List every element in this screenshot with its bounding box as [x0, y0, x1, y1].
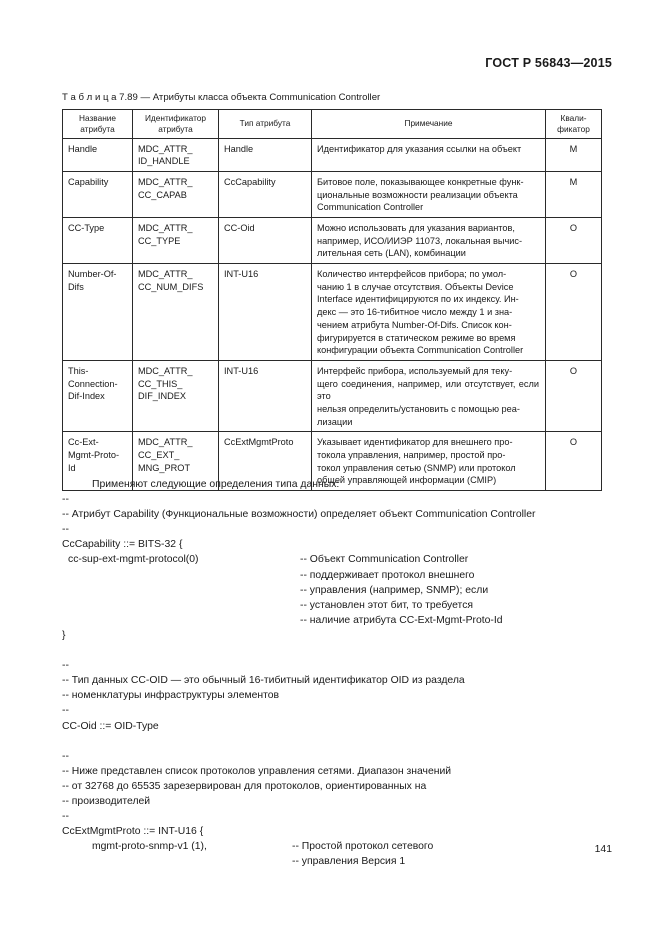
code-text: -- Ниже представлен список протоколов управления сетями. Диапазон значений — [62, 765, 452, 777]
code-line — [62, 688, 602, 703]
code-line — [62, 583, 602, 598]
code-line — [62, 537, 602, 552]
code-comment: -- Объект Communication Controller — [300, 554, 469, 566]
cell-note-line: декс — это 16-тибитное число между 1 и зна- — [317, 307, 513, 318]
code-line — [62, 477, 602, 492]
code-line — [62, 824, 602, 839]
cell-note-line: Указывает идентификатор для внешнего про- — [317, 437, 513, 448]
table-caption: Т а б л и ц а 7.89 — Атрибуты класса объекта Communication Controller — [62, 92, 381, 103]
cell-attribute-name-line: Connection- — [68, 378, 118, 389]
cell-attribute-id — [133, 138, 219, 171]
code-comment: -- управления (например, SNMP); если — [300, 584, 489, 596]
code-text: CC-Oid ::= OID-Type — [62, 720, 159, 732]
document-standard-number: ГОСТ Р 56843—2015 — [485, 56, 612, 70]
code-line — [62, 809, 602, 824]
cell-attribute-name-line: Difs — [68, 281, 84, 292]
cell-attribute-name-line: Handle — [68, 143, 98, 154]
cell-attribute-name-line: Dif-Index — [68, 391, 105, 402]
code-text: -- — [62, 750, 69, 762]
cell-attribute-id-line: ID_HANDLE — [138, 156, 190, 167]
cell-attribute-id-line: MDC_ATTR_ — [138, 269, 193, 280]
code-text: mgmt-proto-snmp-v1 (1), — [92, 841, 207, 853]
cell-note-line: Количество интерфейсов прибора; по умол- — [317, 269, 507, 280]
cell-attribute-id-line: CC_NUM_DIFS — [138, 281, 204, 292]
cell-attribute-id-line: MDC_ATTR_ — [138, 176, 193, 187]
code-text: } — [62, 629, 66, 641]
cell-note — [312, 264, 546, 361]
cell-attribute-id-line: MNG_PROT — [138, 462, 191, 473]
header-attribute-name: Название атрибута — [63, 110, 133, 139]
code-line — [62, 628, 602, 643]
cell-note-line: токола управления, например, простой про- — [317, 450, 506, 460]
code-comment: -- управления Версия 1 — [292, 856, 406, 868]
code-text: -- Тип данных CC-OID — это обычный 16-тибитный идентификатор OID из раздела — [62, 675, 465, 687]
code-line — [62, 703, 602, 718]
header-attribute-type: Тип атрибута — [219, 110, 312, 139]
attributes-table — [62, 109, 602, 491]
code-line — [62, 613, 602, 628]
cell-note-line: Interface идентифицируются по их индексу. Ин- — [317, 294, 519, 305]
cell-attribute-id-line: CC_TYPE — [138, 235, 181, 246]
code-line — [62, 854, 602, 869]
cell-attribute-id — [133, 218, 219, 264]
cell-attribute-id-line: MDC_ATTR_ — [138, 437, 193, 448]
cell-attribute-id-line: CC_EXT_ — [138, 450, 180, 460]
cell-attribute-id-line: DIF_INDEX — [138, 391, 186, 402]
code-line — [62, 568, 602, 583]
cell-attribute-id-line: CC_THIS_ — [138, 378, 183, 389]
cell-qualifier: O — [546, 264, 602, 361]
code-line — [62, 492, 602, 507]
code-blank-line — [62, 643, 602, 658]
cell-attribute-id-line: MDC_ATTR_ — [138, 223, 193, 233]
cell-note-line: общей управляющей информации (CMIP) — [317, 475, 497, 486]
cell-attribute-name-line: Cc-Ext- — [68, 437, 99, 448]
cell-note-line: чанию 1 в случае отсутствия. Объекты Device — [317, 281, 514, 292]
cell-attribute-id — [133, 171, 219, 217]
table-row — [63, 264, 602, 361]
table-row — [63, 360, 602, 431]
cell-attribute-name-line: Number-Of- — [68, 269, 117, 280]
cell-attribute-name — [63, 360, 133, 431]
cell-note-line: циональные возможности реализации объекта — [317, 189, 518, 200]
cell-attribute-name — [63, 138, 133, 171]
cell-attribute-id — [133, 264, 219, 361]
cell-note-line: лительная сеть (LAN), комбинации — [317, 248, 466, 259]
cell-qualifier: O — [546, 432, 602, 491]
code-text: -- производителей — [62, 795, 151, 807]
code-line — [62, 552, 602, 567]
header-qualifier: Квали- фикатор — [546, 110, 602, 139]
cell-attribute-name-line: This- — [68, 365, 89, 376]
cell-note-line: конфигурации объекта Communication Controller — [317, 345, 524, 356]
table-row — [63, 218, 602, 264]
page-number: 141 — [594, 844, 612, 855]
table-row — [63, 171, 602, 217]
code-text: -- Атрибут Capability (Функциональные возможности) определяет объект Communication Controller — [62, 509, 536, 521]
cell-note — [312, 360, 546, 431]
cell-attribute-id — [133, 360, 219, 431]
cell-note-line: Интерфейс прибора, используемый для теку- — [317, 365, 513, 376]
cell-attribute-type: CcExtMgmtProto — [219, 432, 312, 491]
cell-note-line: чением атрибута Number-Of-Difs. Список кон- — [317, 319, 512, 330]
table-row — [63, 138, 602, 171]
cell-attribute-name-line: Capability — [68, 176, 109, 187]
code-line — [62, 658, 602, 673]
cell-attribute-type: INT-U16 — [219, 360, 312, 431]
cell-attribute-name — [63, 171, 133, 217]
code-line — [62, 794, 602, 809]
cell-note — [312, 218, 546, 264]
cell-note-line: Communication Controller — [317, 202, 424, 213]
cell-attribute-name-line: CC-Type — [68, 223, 105, 233]
cell-attribute-type: CcCapability — [219, 171, 312, 217]
header-attribute-id: Идентификатор атрибута — [133, 110, 219, 139]
code-text: cc-sup-ext-mgmt-protocol(0) — [68, 554, 199, 566]
cell-note-line: щего соединения, например, или отсутствует, если это — [317, 378, 539, 402]
code-comment: -- поддерживает протокол внешнего — [300, 569, 475, 581]
cell-attribute-name-line: Mgmt-Proto- — [68, 450, 120, 460]
cell-note — [312, 138, 546, 171]
code-text: -- — [62, 705, 69, 717]
code-text: -- — [62, 811, 69, 823]
cell-attribute-id-line: MDC_ATTR_ — [138, 143, 193, 154]
cell-qualifier: O — [546, 218, 602, 264]
cell-attribute-type: CC-Oid — [219, 218, 312, 264]
cell-note-line: лизации — [317, 416, 353, 427]
cell-qualifier: M — [546, 138, 602, 171]
code-comment: -- установлен этот бит, то требуется — [300, 599, 474, 611]
code-line — [62, 764, 602, 779]
code-comment: -- Простой протокол сетевого — [292, 841, 434, 853]
code-text: -- от 32768 до 65535 зарезервирован для протоколов, ориентированных на — [62, 780, 427, 792]
cell-attribute-id-line: CC_CAPAB — [138, 189, 187, 200]
cell-attribute-name — [63, 264, 133, 361]
cell-qualifier: O — [546, 360, 602, 431]
cell-note-line: токол управления сетью (SNMP) или протокол — [317, 462, 516, 473]
cell-note-line: нельзя определить/установить с помощью реа- — [317, 403, 520, 414]
code-text: -- — [62, 524, 69, 536]
cell-note-line: фигурируется в статическом режиме во время — [317, 332, 516, 343]
cell-attribute-type: Handle — [219, 138, 312, 171]
cell-attribute-type: INT-U16 — [219, 264, 312, 361]
code-text: CcExtMgmtProto ::= INT-U16 { — [62, 826, 204, 838]
cell-attribute-id-line: MDC_ATTR_ — [138, 365, 193, 376]
cell-note-line: Битовое поле, показывающее конкретные функ- — [317, 176, 524, 187]
code-line — [62, 522, 602, 537]
cell-attribute-name — [63, 218, 133, 264]
code-line — [62, 839, 602, 854]
asn1-code-block — [62, 477, 602, 869]
code-text: -- — [62, 494, 69, 506]
code-blank-line — [62, 734, 602, 749]
code-line — [62, 719, 602, 734]
table-body — [63, 138, 602, 491]
code-line — [62, 779, 602, 794]
table-header-row — [63, 110, 602, 139]
cell-note — [312, 171, 546, 217]
code-line — [62, 507, 602, 522]
header-note: Примечание — [312, 110, 546, 139]
code-line — [62, 749, 602, 764]
cell-note-line: Можно использовать для указания вариантов, — [317, 223, 515, 233]
cell-qualifier: M — [546, 171, 602, 217]
code-line — [62, 598, 602, 613]
cell-note-line: Идентификатор для указания ссылки на объект — [317, 143, 522, 154]
code-text: CcCapability ::= BITS-32 { — [62, 539, 183, 551]
cell-attribute-name-line: Id — [68, 462, 76, 473]
code-text: -- номенклатуры инфраструктуры элементов — [62, 690, 280, 702]
code-text: Применяют следующие определения типа данных: — [92, 479, 340, 490]
code-text: -- — [62, 660, 69, 672]
code-line — [62, 673, 602, 688]
code-comment: -- наличие атрибута CC-Ext-Mgmt-Proto-Id — [300, 614, 503, 626]
cell-note-line: например, ИСО/ИИЭР 11073, локальная вычис- — [317, 235, 523, 246]
